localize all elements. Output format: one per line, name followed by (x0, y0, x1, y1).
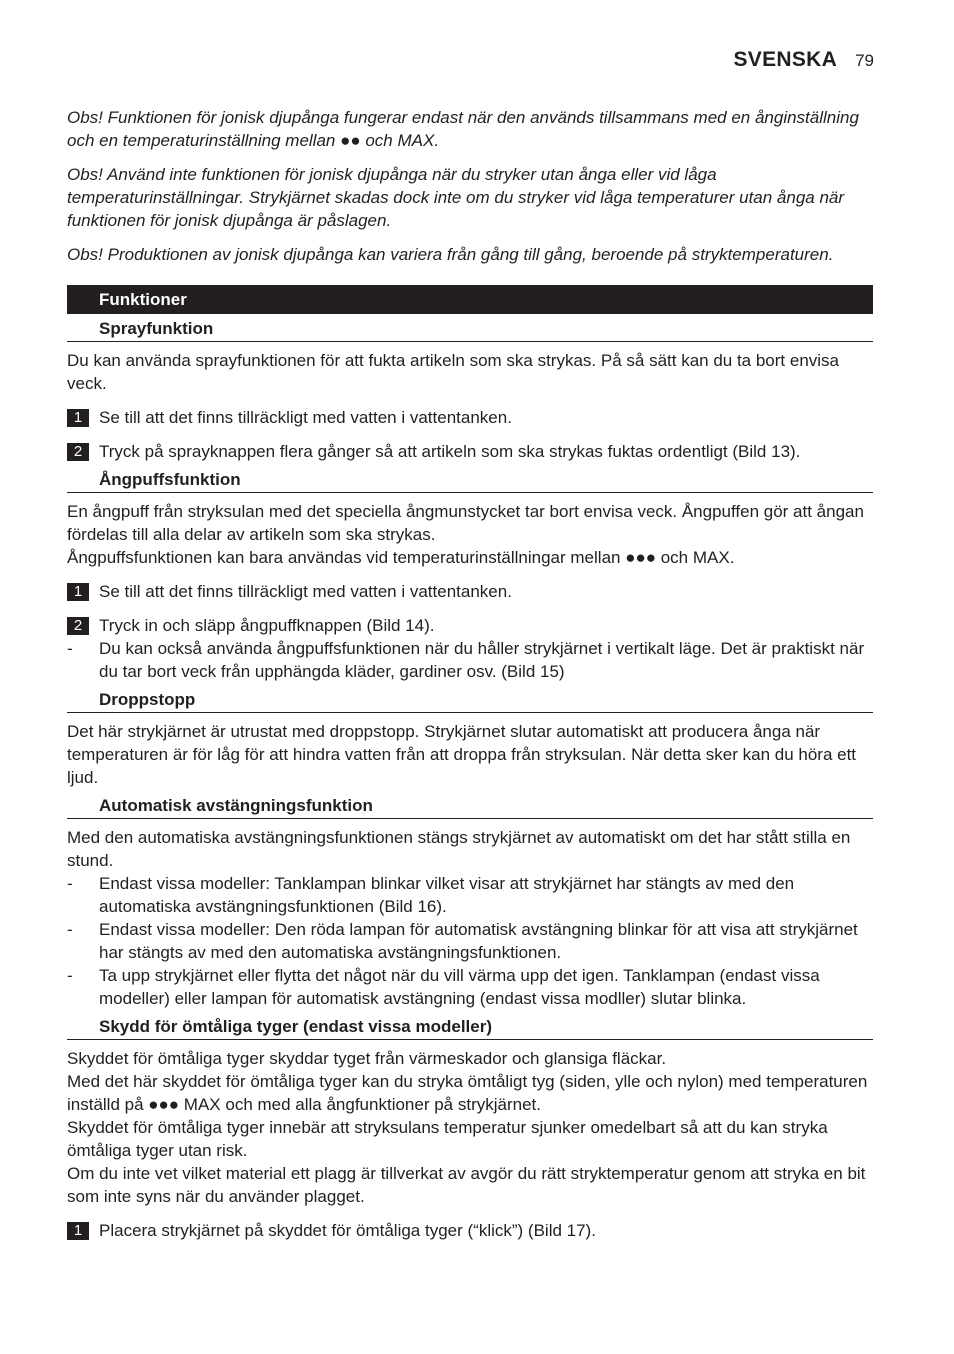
bullet-text: Endast vissa modeller: Den röda lampan för automatisk avstängning blinkar för att visa att strykjärnet har stängts av med den automatiska avstängningsfunktionen. (99, 920, 858, 962)
auto-off-bullet-1 (67, 872, 873, 918)
step-number-badge: 2 (67, 617, 89, 635)
steam-puff-step-2 (67, 614, 873, 637)
bullet-dash: - (67, 920, 73, 939)
steam-puff-step-1 (67, 580, 873, 603)
delicate-paragraph-2: Med det här skyddet för ömtåliga tyger kan du stryka ömtåligt tyg (siden, ylle och nylon) med temperaturen inställd på ●●● MAX och med alla ångfunktioner på strykjärnet. (67, 1072, 868, 1114)
step-text: Tryck in och släpp ångpuffknappen (Bild 14). (99, 616, 435, 635)
step-text: Se till att det finns tillräckligt med vatten i vattentanken. (99, 408, 512, 427)
auto-off-intro: Med den automatiska avstängningsfunktionen stängs strykjärnet av automatiskt om det har stått stilla en stund. (67, 828, 851, 870)
section-heading-functions: Funktioner (67, 285, 873, 314)
drip-stop-text: Det här strykjärnet är utrustat med droppstopp. Strykjärnet slutar automatiskt att producera ånga när temperaturen är för låg för att hindra vatten från att droppa från stryksulan. När detta sker kan du höra ett ljud. (67, 722, 857, 787)
spray-step-2 (67, 440, 873, 463)
step-text: Se till att det finns tillräckligt med vatten i vattentanken. (99, 582, 512, 601)
step-number-badge: 1 (67, 583, 89, 601)
subheading-auto-off: Automatisk avstängningsfunktion (67, 795, 873, 819)
step-text: Tryck på sprayknappen flera gånger så att artikeln som ska strykas fuktas ordentligt (Bild 13). (99, 442, 801, 461)
bullet-text: Du kan också använda ångpuffsfunktionen när du håller strykjärnet i vertikalt läge. Det är praktiskt när du tar bort veck från upphängda kläder, gardiner osv. (Bild 15) (99, 639, 865, 681)
delicate-paragraph-3: Skyddet för ömtåliga tyger innebär att stryksulans temperatur sjunker omedelbart så att du kan stryka ömtåliga tyger utan risk. (67, 1118, 828, 1160)
note-ionic-steam-low-temp: Obs! Använd inte funktionen för jonisk djupånga när du stryker utan ånga eller vid låga temperaturinställningar. Strykjärnet skadas dock inte om du stryker vid låga temperaturer utan ånga när funktionen för jonisk djupånga är påslagen. (67, 165, 845, 230)
auto-off-bullet-3 (67, 964, 873, 1010)
subheading-drip-stop: Droppstopp (67, 689, 873, 713)
delicate-paragraph-1: Skyddet för ömtåliga tyger skyddar tyget från värmeskador och glansiga fläckar. (67, 1049, 667, 1068)
page-number: 79 (855, 51, 874, 70)
delicate-paragraph-4: Om du inte vet vilket material ett plagg är tillverkat av avgör du rätt stryktemperatur genom att stryka en bit som inte syns när du använder plagget. (67, 1164, 866, 1206)
step-number-badge: 2 (67, 443, 89, 461)
steam-puff-intro: En ångpuff från stryksulan med det speciella ångmunstycket tar bort envisa veck. Ångpuffen gör att ångan fördelas till alla delar av artikeln som ska strykas. (67, 502, 864, 544)
spray-step-1 (67, 406, 873, 429)
bullet-dash: - (67, 874, 73, 893)
spray-intro: Du kan använda sprayfunktionen för att fukta artikeln som ska strykas. På så sätt kan du ta bort envisa veck. (67, 351, 840, 393)
note-ionic-steam-production: Obs! Produktionen av jonisk djupånga kan variera från gång till gång, beroende på stryktemperaturen. (67, 245, 834, 264)
page-content (67, 106, 873, 1253)
subheading-spray: Sprayfunktion (67, 318, 873, 342)
bullet-dash: - (67, 966, 73, 985)
note-ionic-steam-settings: Obs! Funktionen för jonisk djupånga fungerar endast när den används tillsammans med en ånginställning och en temperaturinställning mellan ●● och MAX. (67, 108, 859, 150)
bullet-text: Ta upp strykjärnet eller flytta det något när du vill värma upp det igen. Tanklampan (endast vissa modeller) eller lampan för automatisk avstängning (endast vissa modller) slutar blinka. (99, 966, 820, 1008)
language-label: SVENSKA (733, 48, 838, 71)
bullet-text: Endast vissa modeller: Tanklampan blinkar vilket visar att strykjärnet har stängts av med den automatiska avstängningsfunktionen (Bild 16). (99, 874, 795, 916)
steam-puff-temperature-note: Ångpuffsfunktionen kan bara användas vid temperaturinställningar mellan ●●● och MAX. (67, 548, 735, 567)
auto-off-bullet-2 (67, 918, 873, 964)
subheading-steam-puff: Ångpuffsfunktion (67, 469, 873, 493)
subheading-delicate-fabric-protector: Skydd för ömtåliga tyger (endast vissa modeller) (67, 1016, 873, 1040)
step-text: Placera strykjärnet på skyddet för ömtåliga tyger (“klick”) (Bild 17). (99, 1221, 596, 1240)
delicate-step-1 (67, 1219, 873, 1242)
bullet-dash: - (67, 639, 73, 658)
steam-puff-bullet (67, 637, 873, 683)
page-header (733, 48, 874, 72)
step-number-badge: 1 (67, 1222, 89, 1240)
step-number-badge: 1 (67, 409, 89, 427)
